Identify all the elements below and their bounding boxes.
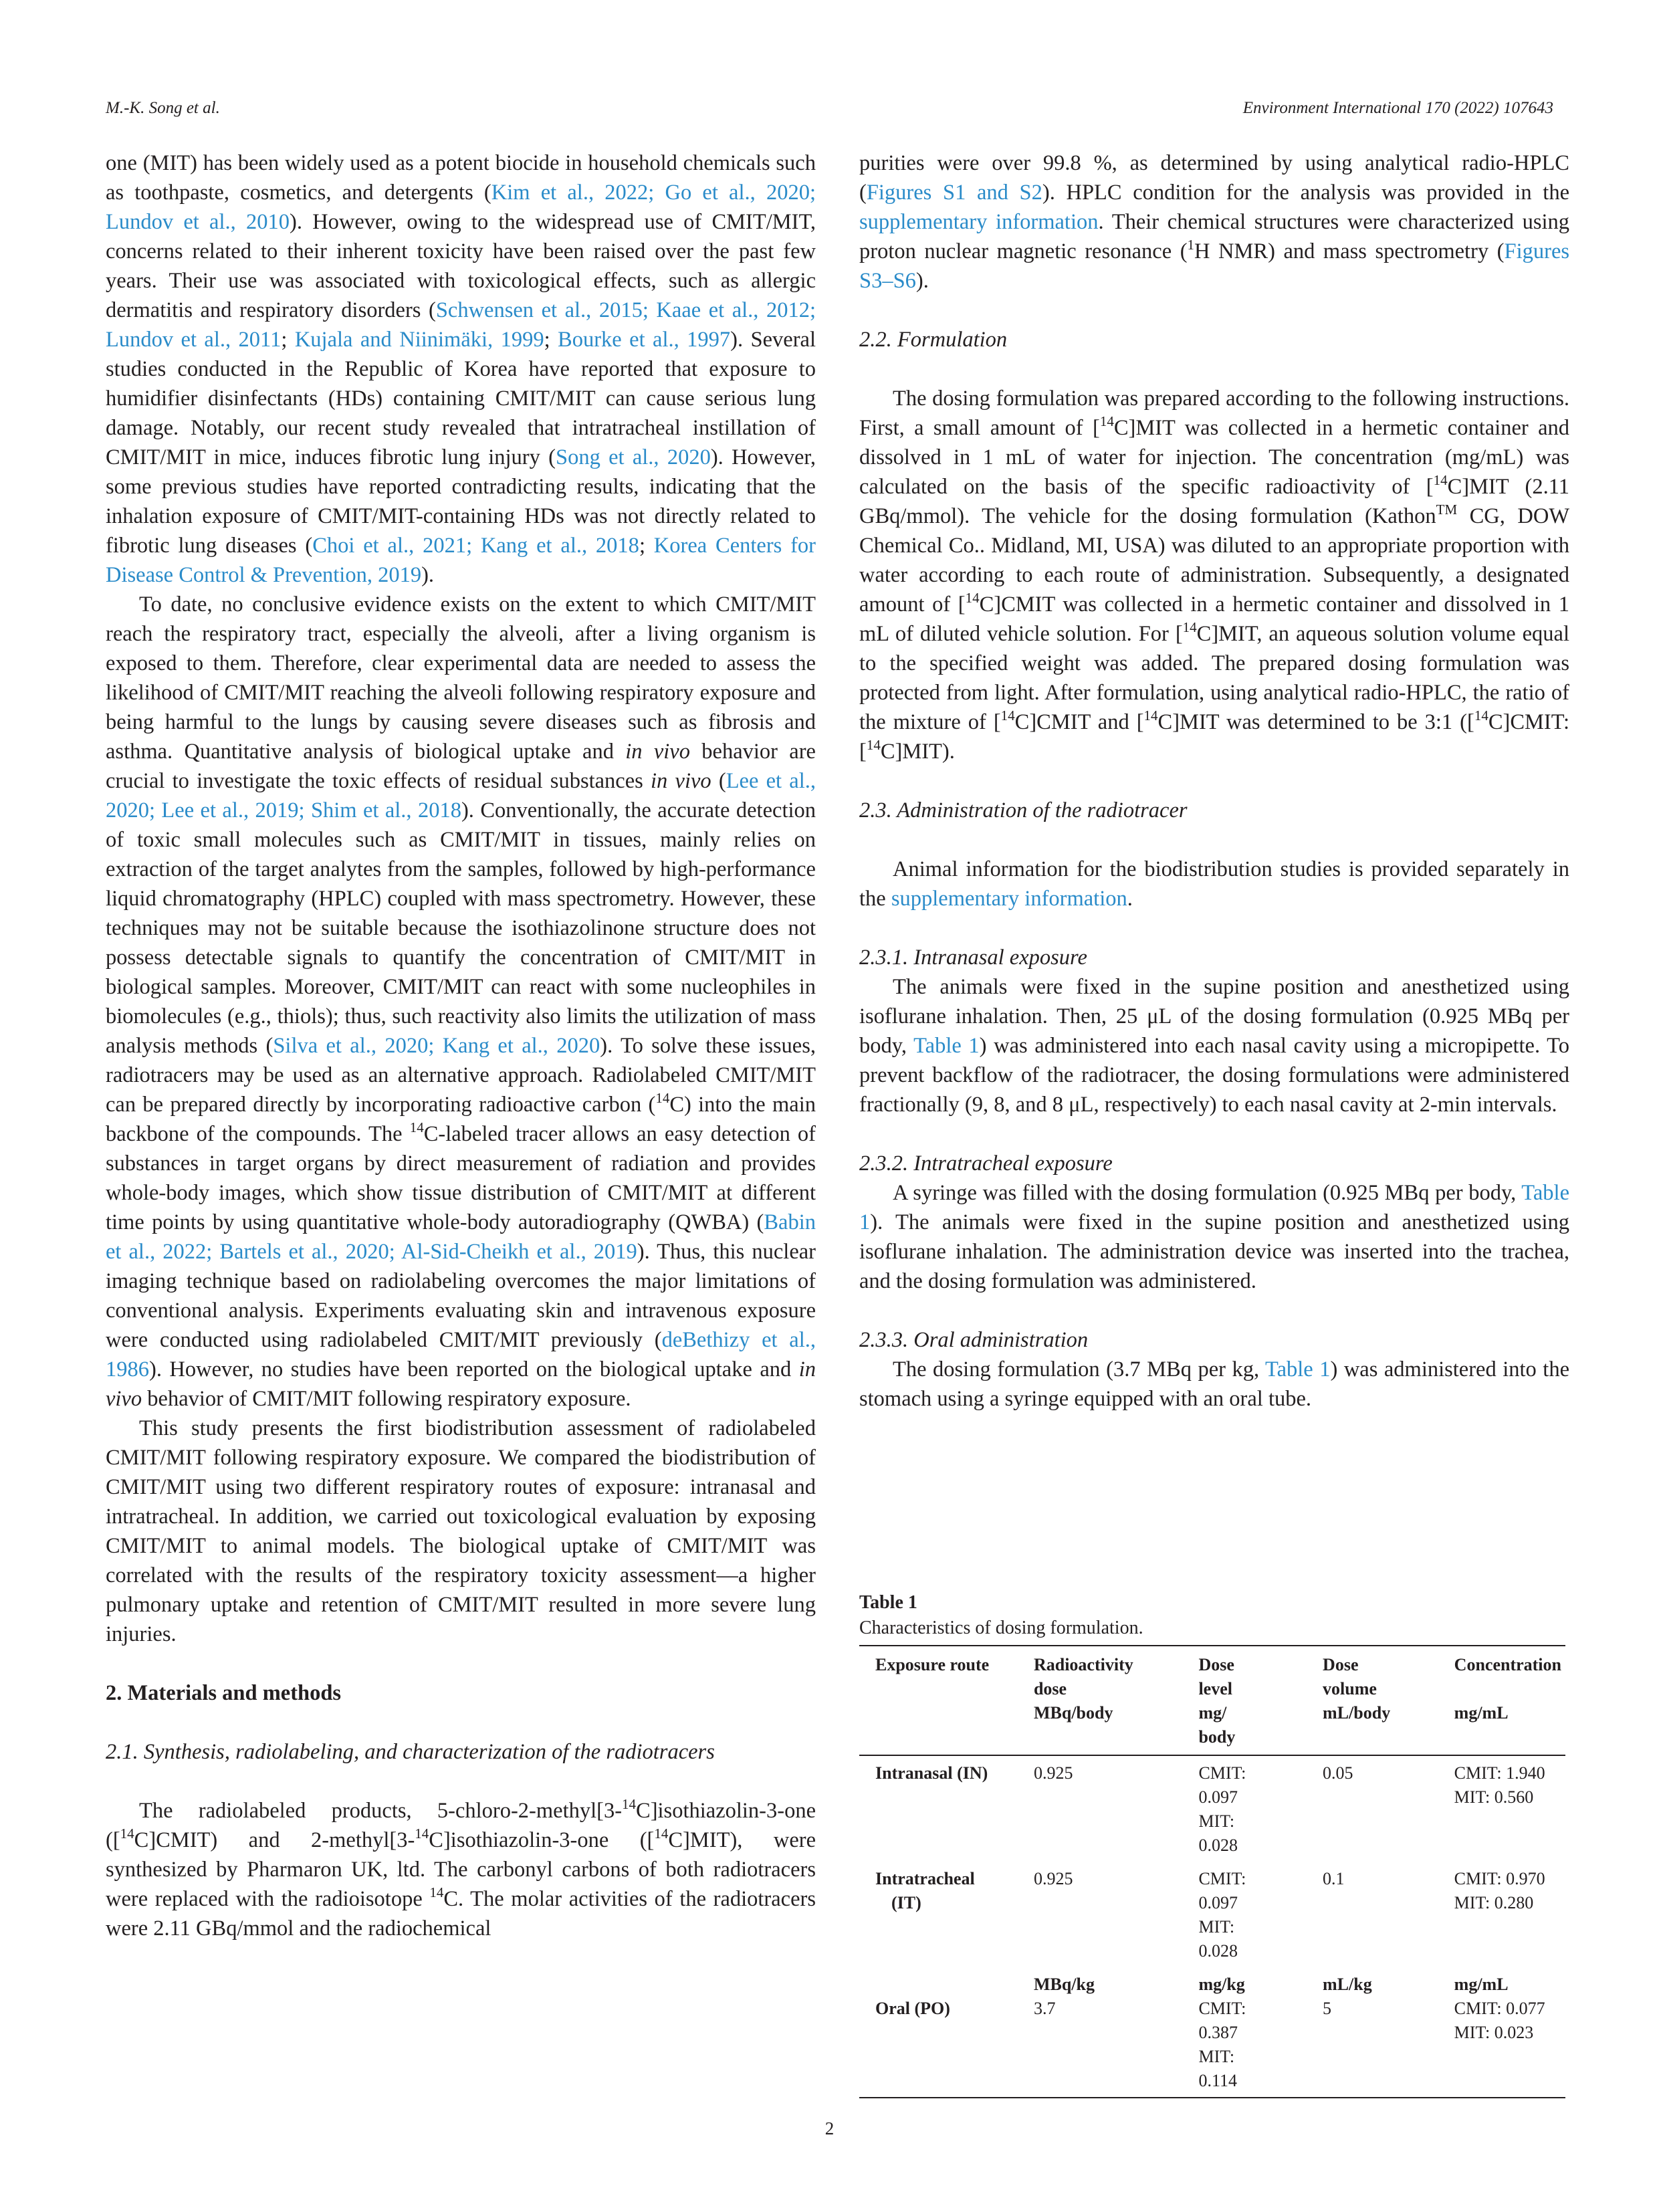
paragraph-synthesis: The radiolabeled products, 5-chloro-2-methyl[3-$^{14}$C]isothiazolin-3-one ([$^{14}$C]CMIT) and 2-methyl[3-$^{14}$C]isothiazolin-3-one ([$^{14}$C]MIT), were synthesized by Pharmaron UK, ltd. The carbonyl carbons of both radiotracers were replaced with the radioisotope $^{14}$C. The molar activities of the radiotracers were 2.11 GBq/mmol and the radiochemical: [106, 1796, 816, 1941]
header-dose-level: Dose level mg/ body: [1198, 1655, 1236, 1747]
citation-link[interactable]: Korea Centers for Disease Control & Prevention, 2019: [106, 534, 816, 587]
table-link[interactable]: Table 1: [1265, 1357, 1331, 1381]
citation-link[interactable]: Bourke et al., 1997: [558, 328, 731, 352]
citation-link[interactable]: Lee et al., 2020; Lee et al., 2019; Shim et al., 2018: [106, 769, 816, 822]
running-header-journal: Environment International 170 (2022) 107643: [1242, 99, 1553, 117]
header-exposure-route: Exposure route: [875, 1655, 990, 1674]
table-row: [859, 1755, 1565, 1862]
header-dose-volume: Dose volume mL/body: [1323, 1655, 1391, 1723]
cell-dose-level: mg/kg CMIT: 0.387 MIT: 0.114: [1198, 1975, 1246, 2090]
subsubsection-heading: 2.3.3. Oral administration: [859, 1328, 1089, 1352]
cell-concentration: mg/mL CMIT: 0.077 MIT: 0.023: [1454, 1975, 1545, 2042]
cell-dose-volume: mL/kg 5: [1323, 1975, 1372, 2018]
supplementary-link[interactable]: Figures S1 and S2: [866, 181, 1042, 205]
table-row: [859, 1862, 1565, 1967]
paragraph-oral: The dosing formulation (3.7 MBq per kg, Table 1) was administered into the stomach using a syringe equipped with an oral tube.: [859, 1357, 1570, 1411]
cell-dose-volume: 0.1: [1323, 1869, 1345, 1888]
cell-dose-volume: 0.05: [1323, 1763, 1353, 1783]
cell-radioactivity: 0.925: [1033, 1763, 1073, 1783]
cell-radioactivity: MBq/kg 3.7: [1033, 1975, 1095, 2018]
header-radioactivity: Radioactivity dose MBq/body: [1033, 1655, 1133, 1723]
cell-concentration: CMIT: 0.970 MIT: 0.280: [1454, 1869, 1545, 1912]
cell-dose-level: CMIT: 0.097 MIT: 0.028: [1198, 1869, 1246, 1961]
header-concentration: Concentration mg/mL: [1454, 1655, 1561, 1723]
paragraph-intranasal: The animals were fixed in the supine position and anesthetized using isoflurane inhalation. Then, 25 μL of the dosing formulation (0.925 MBq per body, Table 1) was administered into each nasal cavity using a micropipette. To prevent backflow of the radiotracer, the dosing formulations were administered fractionally (9, 8, and 8 μL, respectively) to each nasal cavity at 2-min intervals.: [859, 975, 1569, 1117]
paragraph-intro-3: This study presents the first biodistribution assessment of radiolabeled CMIT/MIT following respiratory exposure. We compared the biodistribution of CMIT/MIT using two different respiratory routes of exposure: intranasal and intratracheal. In addition, we carried out toxicological evaluation by exposing CMIT/MIT to animal models. The biological uptake of CMIT/MIT was correlated with the results of the respiratory toxicity assessment—a higher pulmonary uptake and retention of CMIT/MIT resulted in more severe lung injuries.: [106, 1416, 816, 1646]
table-link[interactable]: Table 1: [913, 1034, 980, 1058]
table-1: [859, 1590, 1569, 2098]
subsection-heading: 2.2. Formulation: [859, 328, 1008, 352]
cell-dose-level: CMIT: 0.097 MIT: 0.028: [1198, 1763, 1246, 1855]
supplementary-link[interactable]: supplementary information: [859, 210, 1099, 234]
dosing-table: [859, 1645, 1565, 2098]
cell-route: Intratracheal (IT): [875, 1869, 975, 1912]
subsection-heading: 2.3. Administration of the radiotracer: [859, 798, 1188, 822]
cell-radioactivity: 0.925: [1033, 1869, 1073, 1888]
paragraph-intro-1: one (MIT) has been widely used as a potent biocide in household chemicals such as toothpaste, cosmetics, and detergents (Kim et al., 2022; Go et al., 2020; Lundov et al., 2010). However, owing to the widespread use of CMIT/MIT, concerns related to their inherent toxicity have been raised over the past few years. Their use was associated with toxicological effects, such as allergic dermatitis and respiratory disorders (Schwensen et al., 2015; Kaae et al., 2012; Lundov et al., 2011; Kujala and Niinimäki, 1999; Bourke et al., 1997). Several studies conducted in the Republic of Korea have reported that exposure to humidifier disinfectants (HDs) containing CMIT/MIT can cause serious lung damage. Notably, our recent study revealed that intratracheal instillation of CMIT/MIT in mice, induces fibrotic lung injury (Song et al., 2020). However, some previous studies have reported contradicting results, indicating that the inhalation exposure of CMIT/MIT-containing HDs was not directly related to fibrotic lung diseases (Choi et al., 2021; Kang et al., 2018; Korea Centers for Disease Control & Prevention, 2019).: [106, 151, 816, 587]
supplementary-link[interactable]: supplementary information: [891, 887, 1127, 911]
left-column: [106, 148, 816, 1943]
citation-link[interactable]: Schwensen et al., 2015; Kaae et al., 2012; Lundov et al., 2011: [106, 298, 816, 352]
table-title: Table 1: [859, 1592, 917, 1613]
paragraph-intro-2: To date, no conclusive evidence exists on the extent to which CMIT/MIT reach the respiratory tract, especially the alveoli, after a living organism is exposed to them. Therefore, clear experimental data are needed to assess the likelihood of CMIT/MIT reaching the alveoli following respiratory exposure and being harmful to the lungs by causing severe diseases such as fibrosis and asthma. Quantitative analysis of biological uptake and in vivo behavior are crucial to investigate the toxic effects of residual substances in vivo (Lee et al., 2020; Lee et al., 2019; Shim et al., 2018). Conventionally, the accurate detection of toxic small molecules such as CMIT/MIT in tissues, mainly relies on extraction of the target analytes from the samples, followed by high-performance liquid chromatography (HPLC) coupled with mass spectrometry. However, these techniques may not be suitable because the isothiazolinone structure does not possess detectable signals to quantify the concentration of CMIT/MIT in biological samples. Moreover, CMIT/MIT can react with some nucleophiles in biomolecules (e.g., thiols); thus, such reactivity also limits the utilization of mass analysis methods (Silva et al., 2020; Kang et al., 2020). To solve these issues, radiotracers may be used as an alternative approach. Radiolabeled CMIT/MIT can be prepared directly by incorporating radioactive carbon ($^{14}$C) into the main backbone of the compounds. The $^{14}$C-labeled tracer allows an easy detection of substances in target organs by direct measurement of radiation and provides whole-body images, which show tissue distribution of CMIT/MIT at different time points by using quantitative whole-body autoradiography (QWBA) (Babin et al., 2022; Bartels et al., 2020; Al-Sid-Cheikh et al., 2019). Thus, this nuclear imaging technique based on radiolabeling overcomes the major limitations of conventional analysis. Experiments evaluating skin and intravenous exposure were conducted using radiolabeled CMIT/MIT previously (deBethizy et al., 1986). However, no studies have been reported on the biological uptake and in vivo behavior of CMIT/MIT following respiratory exposure.: [106, 592, 816, 1411]
citation-link[interactable]: Kujala and Niinimäki, 1999: [294, 328, 544, 352]
subsubsection-heading: 2.3.2. Intratracheal exposure: [859, 1151, 1113, 1176]
citation-link[interactable]: Kim et al., 2022; Go et al., 2020; Lundov et al., 2010: [106, 181, 816, 234]
running-header-authors: M.-K. Song et al.: [106, 99, 220, 117]
citation-link[interactable]: Song et al., 2020: [556, 445, 711, 469]
supplementary-link[interactable]: Figures S3–S6: [859, 239, 1570, 293]
cell-route: Intranasal (IN): [875, 1763, 988, 1783]
cell-route: Oral (PO): [875, 1999, 950, 2018]
section-heading: 2. Materials and methods: [106, 1681, 342, 1705]
citation-link[interactable]: deBethizy et al., 1986: [106, 1328, 816, 1381]
right-column: [859, 148, 1569, 1414]
citation-link[interactable]: Babin et al., 2022; Bartels et al., 2020; Al-Sid-Cheikh et al., 2019: [106, 1210, 816, 1264]
citation-link[interactable]: Silva et al., 2020; Kang et al., 2020: [273, 1034, 600, 1058]
paragraph-animal-info: Animal information for the biodistribution studies is provided separately in the supplementary information.: [859, 857, 1569, 911]
paragraph-formulation: The dosing formulation was prepared according to the following instructions. First, a small amount of [$^{14}$C]MIT was collected in a hermetic container and dissolved in 1 mL of water for injection. The concentration (mg/mL) was calculated on the basis of the specific radioactivity of [$^{14}$C]MIT (2.11 GBq/mmol). The vehicle for the dosing formulation (Kathon™ CG, DOW Chemical Co.. Midland, MI, USA) was diluted to an appropriate proportion with water according to each route of administration. Subsequently, a designated amount of [$^{14}$C]CMIT was collected in a hermetic container and dissolved in 1 mL of diluted vehicle solution. For [$^{14}$C]MIT, an aqueous solution volume equal to the specified weight was added. The prepared dosing formulation was protected from light. After formulation, using analytical radio-HPLC, the ratio of the mixture of [$^{14}$C]CMIT and [$^{14}$C]MIT was determined to be 3:1 ([$^{14}$C]CMIT:[$^{14}$C]MIT).: [859, 386, 1570, 764]
paragraph-intratracheal: A syringe was filled with the dosing formulation (0.925 MBq per body, Table 1). The animals were fixed in the supine position and anesthetized using isoflurane inhalation. The administration device was inserted into the trachea, and the dosing formulation was administered.: [859, 1181, 1569, 1293]
cell-concentration: CMIT: 1.940 MIT: 0.560: [1454, 1763, 1545, 1807]
table-header-row: [859, 1646, 1565, 1755]
table-caption: Characteristics of dosing formulation.: [859, 1618, 1143, 1638]
paragraph-purity: purities were over 99.8 %, as determined by using analytical radio-HPLC (Figures S1 and S2). HPLC condition for the analysis was provided in the supplementary information. Their chemical structures were characterized using proton nuclear magnetic resonance ($^1$H NMR) and mass spectrometry (Figures S3–S6).: [859, 151, 1570, 293]
page-number: 2: [824, 2118, 835, 2138]
table-link[interactable]: Table 1: [859, 1181, 1569, 1234]
table-row: [859, 1967, 1565, 2098]
subsubsection-heading: 2.3.1. Intranasal exposure: [859, 946, 1087, 970]
subsection-heading: 2.1. Synthesis, radiolabeling, and characterization of the radiotracers: [106, 1740, 715, 1764]
citation-link[interactable]: Choi et al., 2021; Kang et al., 2018: [312, 534, 639, 558]
